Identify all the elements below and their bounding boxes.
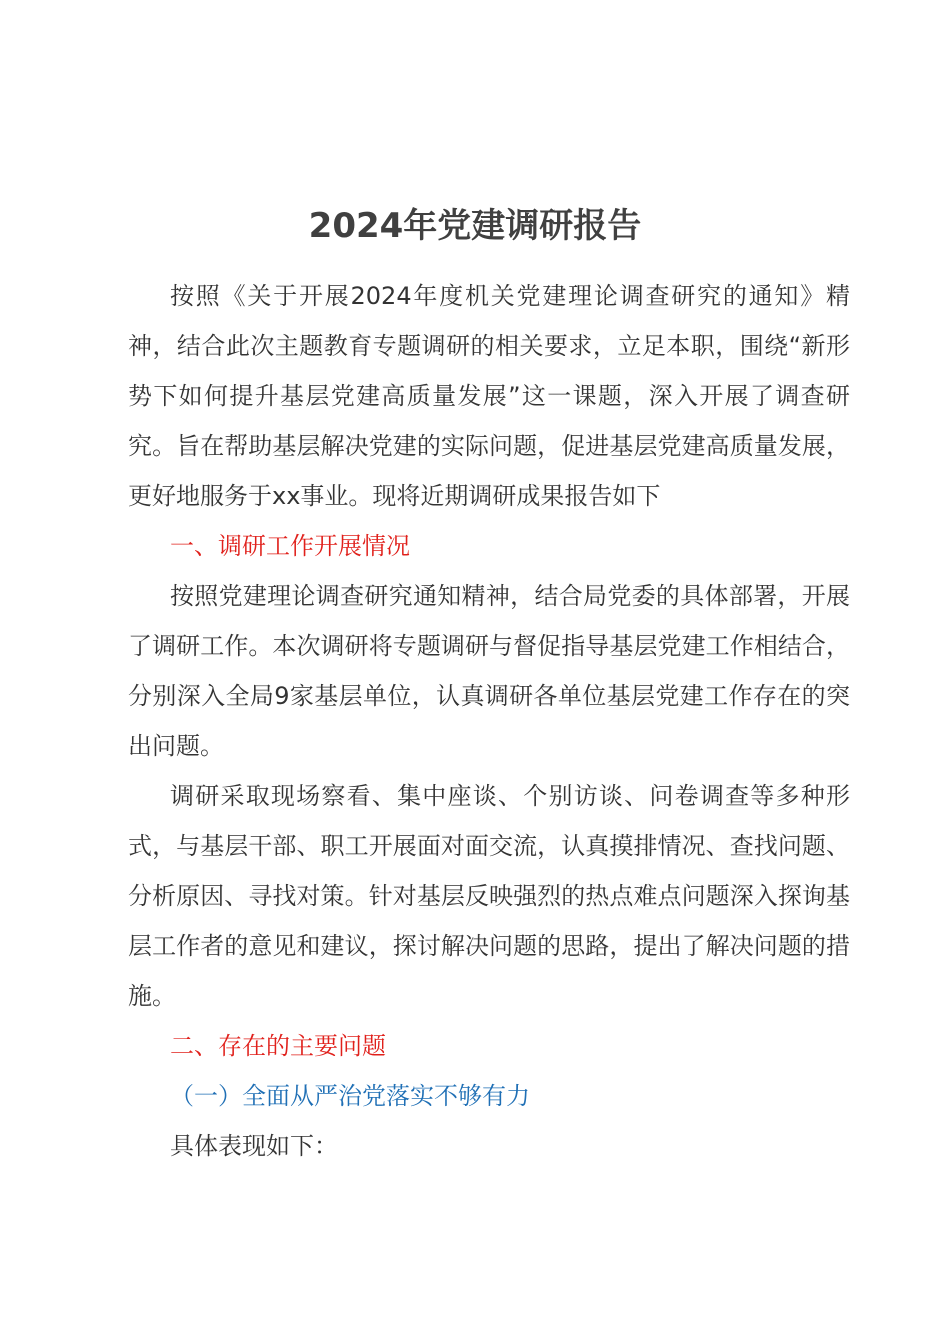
intro-paragraph: 按照《关于开展2024年度机关党建理论调查研究的通知》精神，结合此次主题教育专题调研的相关要求，立足本职，围绕“新形势下如何提升基层党建高质量发展”这一课题，深入开展了调查研究。旨在帮助基层解决党建的实际问题，促进基层党建高质量发展，更好地服务于xx事业。现将近期调研成果报告如下 — [128, 282, 850, 510]
section-2-subheading-1: （一）全面从严治党落实不够有力 — [170, 1082, 530, 1110]
section-1-paragraph-2: 调研采取现场察看、集中座谈、个别访谈、问卷调查等多种形式，与基层干部、职工开展面对面交流，认真摸排情况、查找问题、分析原因、寻找对策。针对基层反映强烈的热点难点问题深入探询基层工作者的意见和建议，探讨解决问题的思路，提出了解决问题的措施。 — [128, 782, 850, 1010]
document-title: 2024年党建调研报告 — [308, 206, 642, 246]
section-2-heading: 二、存在的主要问题 — [170, 1032, 386, 1060]
document-body — [128, 271, 850, 1171]
section-2-sub-1-text: 具体表现如下： — [170, 1132, 338, 1160]
section-1-heading: 一、调研工作开展情况 — [170, 532, 410, 560]
section-1-paragraph-1: 按照党建理论调查研究通知精神，结合局党委的具体部署，开展了调研工作。本次调研将专题调研与督促指导基层党建工作相结合，分别深入全局9家基层单位，认真调研各单位基层党建工作存在的突出问题。 — [128, 582, 850, 760]
